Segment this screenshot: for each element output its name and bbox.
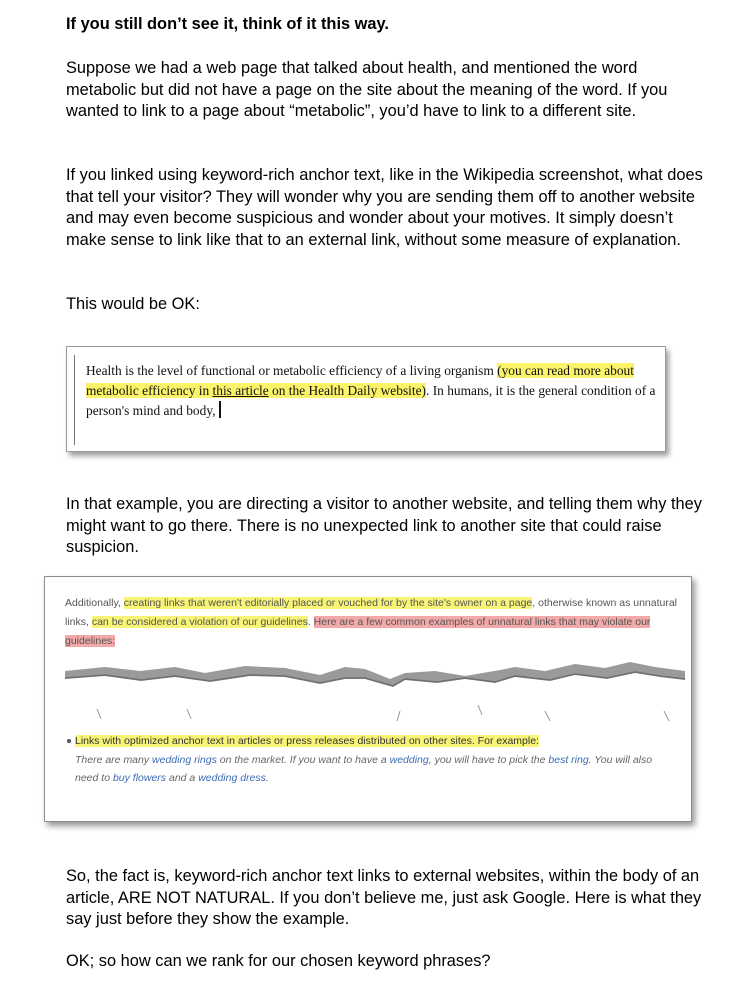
bullet-dot bbox=[67, 739, 71, 743]
example-quote-box bbox=[66, 346, 666, 452]
quote-text-tail: . In humans, it is the general condition of a person's mind and body, bbox=[86, 383, 656, 418]
google-guidelines-screenshot bbox=[44, 576, 692, 822]
guideline-bullet bbox=[75, 732, 675, 750]
link-wedding-dress[interactable]: wedding dress bbox=[198, 772, 266, 784]
quote-text-plain: Health is the level of functional or metabolic efficiency of a living organism bbox=[86, 363, 498, 378]
paragraph-not-natural: So, the fact is, keyword-rich anchor text links to external websites, within the body of an article, ARE NOT NATURAL. If you don’t believe me, just ask Google. Here is what they say just before they show the example. bbox=[66, 867, 702, 928]
section-heading: If you still don’t see it, think of it this way. bbox=[66, 15, 389, 33]
bullet-highlight: Links with optimized anchor text in articles or press releases distributed on other sites. For example: bbox=[75, 735, 539, 747]
example-quote-text bbox=[86, 361, 661, 421]
link-buy-flowers[interactable]: buy flowers bbox=[112, 772, 167, 784]
quote-highlight: (you can read more about metabolic efficiency in this article on the Health Daily website) bbox=[86, 363, 634, 398]
paragraph-directing-visitor: In that example, you are directing a visitor to another website, and telling them why they might want to go there. There is no unexpected link to another site that could raise suspicion. bbox=[66, 495, 702, 556]
paragraph-keyword-anchor: If you linked using keyword-rich anchor text, like in the Wikipedia screenshot, what does that tell your visitor? They will wonder why you are sending them off to another website and may even become suspicious and wonder about your motives. It simply doesn’t make sense to link like that to an external link, without some measure of explanation. bbox=[66, 166, 703, 249]
guidelines-text: Additionally, creating links that weren't editorially placed or vouched for by the site's owner on a page, otherwise known as unnatural links, can be considered a violation of our guidelines. Here are a few common examples of unnatural links that may violate our guidelines: bbox=[65, 597, 678, 647]
quote-bar bbox=[74, 355, 75, 445]
torn-edge-graphic bbox=[45, 649, 691, 729]
guideline-highlight-3: Here are a few common examples of unnatural links that may violate our guidelines: bbox=[65, 616, 651, 647]
guideline-example-text: There are many wedding rings on the market. If you want to have a wedding, you will have to pick the best ring. You will also need to buy flowers and a wedding dress. bbox=[75, 754, 653, 784]
link-best-ring[interactable]: best ring bbox=[548, 754, 589, 766]
paragraph-this-would-be-ok: This would be OK: bbox=[66, 295, 200, 313]
paragraph-closing-question: OK; so how can we rank for our chosen keyword phrases? bbox=[66, 952, 491, 970]
link-wedding[interactable]: wedding bbox=[389, 754, 429, 766]
this-article-link[interactable]: this article bbox=[212, 383, 269, 398]
paragraph-metabolic-example: Suppose we had a web page that talked about health, and mentioned the word metabolic but did not have a page on the site about the meaning of the word. If you wanted to link to a page about “metabolic”, you’d have to link to a different site. bbox=[66, 59, 668, 120]
guideline-highlight-2: can be considered a violation of our guidelines bbox=[91, 616, 308, 628]
text-cursor bbox=[219, 401, 221, 418]
link-wedding-rings[interactable]: wedding rings bbox=[152, 754, 217, 766]
guideline-highlight-1: creating links that weren't editorially placed or vouched for by the site's owner on a page bbox=[123, 597, 533, 609]
